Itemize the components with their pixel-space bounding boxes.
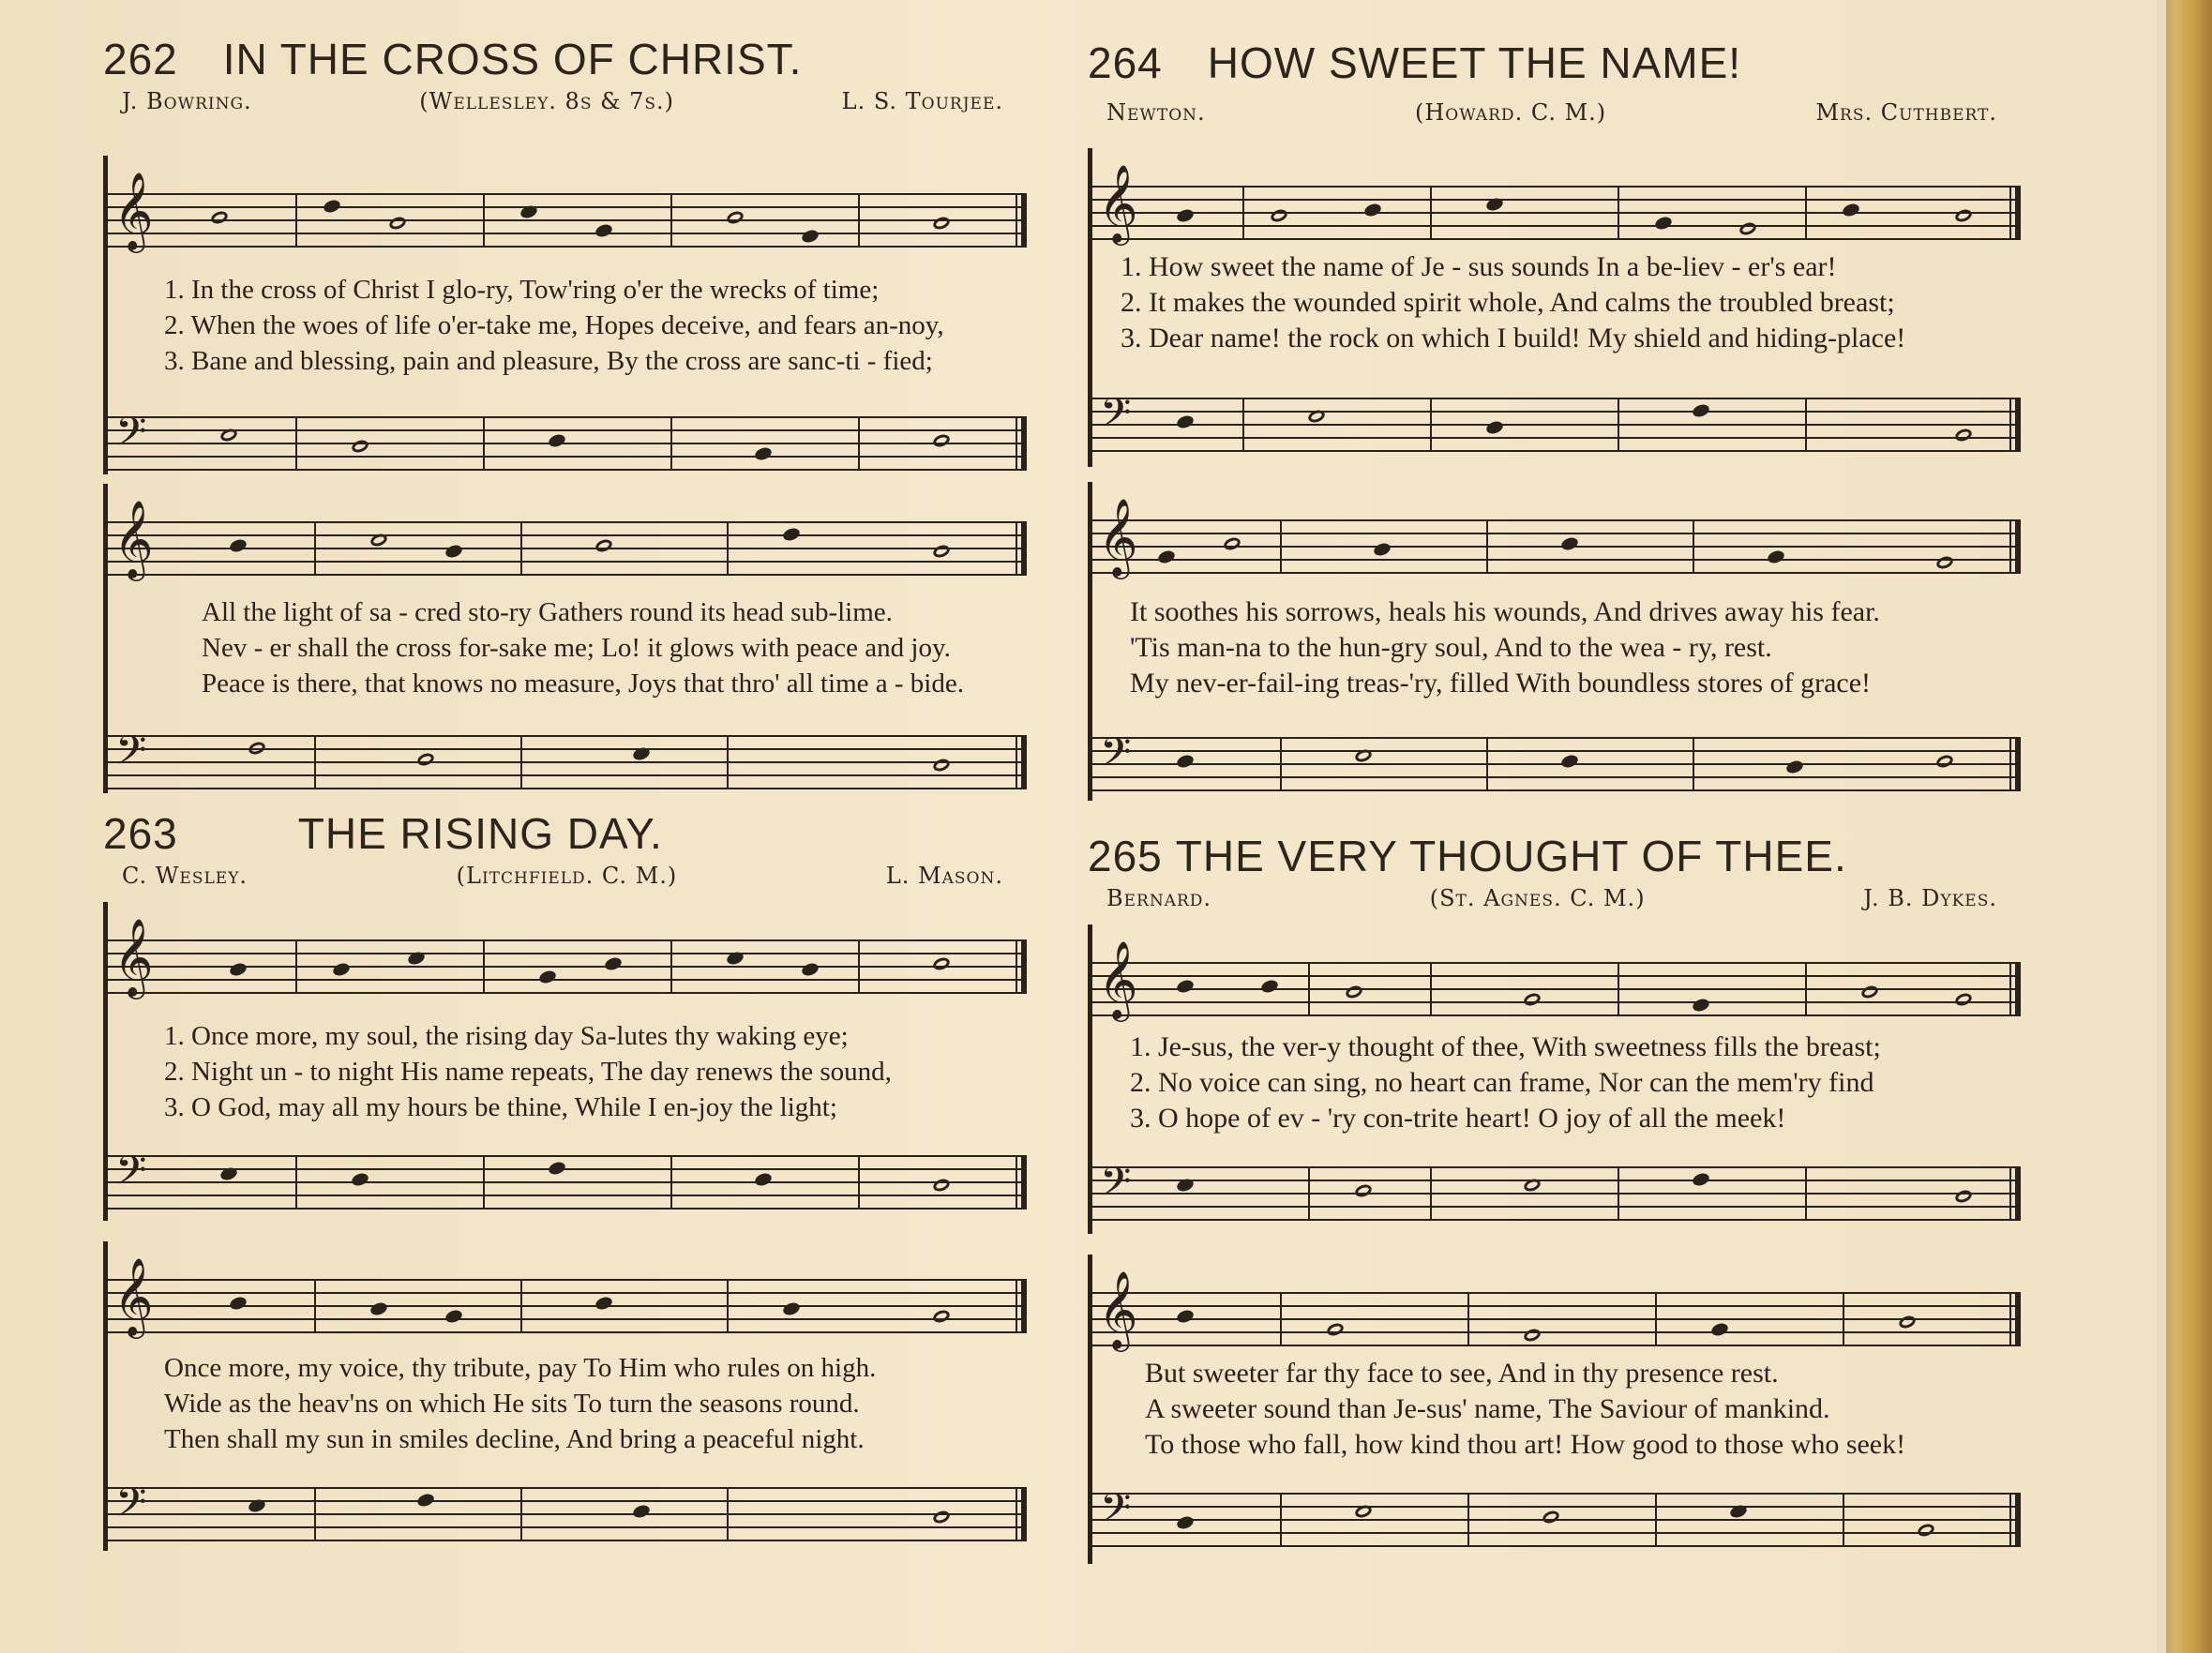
hymn-author: Newton. — [1106, 99, 1206, 126]
lyric-line: 2. When the woes of life o'er-take me, Hopes deceive, and fears an-noy, — [164, 310, 944, 340]
hymn-tune: (Litchfield. C. M.) — [456, 863, 678, 889]
bass-staff — [108, 1148, 1027, 1210]
note — [1766, 548, 1785, 564]
lyric-line: Wide as the heav'ns on which He sits To turn the seasons round. — [164, 1389, 860, 1419]
note — [1484, 196, 1504, 212]
lyric-line: Then shall my sun in smiles decline, And bring a peaceful night. — [164, 1424, 865, 1454]
hymn-262 — [103, 34, 1022, 803]
bar-line — [314, 1279, 316, 1333]
treble-staff — [1092, 163, 2021, 242]
note — [800, 961, 820, 977]
note — [1362, 202, 1382, 218]
bar-line — [520, 1279, 522, 1333]
note — [931, 1308, 951, 1324]
bar-line — [1805, 962, 1807, 1016]
note — [444, 543, 463, 559]
note — [247, 740, 266, 756]
music-system-1 — [103, 902, 1027, 1221]
note — [228, 1295, 248, 1311]
note — [1841, 202, 1860, 218]
bar-line — [1655, 1292, 1657, 1346]
bar-line — [1430, 398, 1432, 452]
hymn-title: IN THE CROSS OF CHRIST. — [222, 35, 803, 83]
music-system-1 — [103, 156, 1027, 474]
bar-line — [1242, 186, 1244, 240]
bar-line — [1467, 1292, 1469, 1346]
hymn-heading — [103, 34, 1022, 90]
treble-staff — [1092, 497, 2021, 576]
lyric-line: 3. Dear name! the rock on which I build! My shield and hiding-place! — [1121, 323, 1906, 353]
note — [1559, 535, 1579, 551]
bar-line — [727, 735, 729, 789]
bar-line — [727, 1487, 729, 1541]
bar-line — [1693, 519, 1694, 574]
hymn-265 — [1088, 831, 2016, 1571]
music-system-1 — [1088, 148, 2021, 467]
bar-line — [670, 939, 672, 994]
note — [1175, 207, 1195, 223]
treble-clef-icon: 𝄞 — [1098, 497, 1138, 576]
note — [369, 532, 388, 548]
lyric-line: To those who fall, how kind thou art! How good to those who seek! — [1145, 1429, 1906, 1460]
note — [725, 209, 745, 225]
note — [931, 1177, 951, 1193]
hymn-composer: L. Mason. — [885, 863, 1003, 889]
note — [1259, 978, 1279, 994]
lyric-line: But sweeter far thy face to see, And in thy presence rest. — [1145, 1358, 1779, 1389]
hymn-264 — [1088, 38, 2016, 816]
note — [1306, 408, 1326, 424]
bar-line — [1843, 1292, 1844, 1346]
verse-lyrics — [1145, 1356, 2011, 1463]
bar-line — [483, 1155, 485, 1210]
verse-lyrics — [164, 1018, 1017, 1125]
music-system-2 — [103, 1241, 1027, 1551]
treble-staff — [108, 1256, 1027, 1335]
bar-line — [1486, 737, 1488, 791]
bass-clef-icon: 𝄢 — [115, 1148, 147, 1204]
note — [931, 215, 951, 231]
gilt-page-edge — [2157, 0, 2212, 1653]
hymn-composer: J. B. Dykes. — [1863, 885, 1997, 911]
note — [594, 537, 613, 553]
note — [218, 427, 238, 443]
hymn-credits — [122, 88, 1003, 120]
hymn-composer: Mrs. Cuthbert. — [1815, 99, 1997, 126]
bass-clef-icon: 𝄢 — [115, 728, 147, 784]
bar-line — [1467, 1493, 1469, 1547]
hymn-heading — [103, 808, 1022, 864]
note — [1522, 991, 1542, 1007]
note — [519, 203, 538, 219]
bass-staff — [108, 728, 1027, 789]
verse-lyrics — [1121, 249, 2011, 356]
bar-line — [1430, 962, 1432, 1016]
note — [350, 1171, 369, 1187]
note — [415, 1492, 435, 1508]
music-system-2 — [1088, 482, 2021, 801]
bar-line — [295, 193, 297, 248]
hymn-title: THE RISING DAY. — [297, 809, 663, 858]
bar-line — [483, 416, 485, 471]
note — [1325, 1321, 1345, 1337]
bar-line — [670, 416, 672, 471]
note — [753, 1171, 773, 1187]
hymn-heading — [1088, 831, 2016, 887]
bar-line — [1280, 737, 1282, 791]
lyric-line: A sweeter sound than Je-sus' name, The Saviour of mankind. — [1145, 1393, 1830, 1424]
lyric-line: Peace is there, that knows no measure, Joys that thro' all time a - bide. — [202, 669, 964, 699]
note — [331, 961, 351, 977]
note — [1691, 402, 1710, 418]
lyric-line: Nev - er shall the cross for-sake me; Lo! it glows with peace and joy. — [202, 633, 951, 663]
note — [218, 1165, 238, 1181]
bar-line — [1805, 1166, 1807, 1221]
bar-line — [520, 521, 522, 576]
note — [1353, 1503, 1373, 1519]
lyric-line: Once more, my voice, thy tribute, pay To Him who rules on high. — [164, 1353, 877, 1383]
note — [1709, 1321, 1729, 1337]
note — [931, 543, 951, 559]
note — [322, 198, 341, 214]
treble-clef-icon: 𝄞 — [1098, 1270, 1138, 1348]
bass-staff — [108, 409, 1027, 471]
bar-line — [520, 735, 522, 789]
lyric-line: 1. Once more, my soul, the rising day Sa-lutes thy waking eye; — [164, 1021, 849, 1051]
note — [631, 745, 651, 761]
hymn-tune: (Howard. C. M.) — [1415, 99, 1607, 126]
lyric-line: 3. Bane and blessing, pain and pleasure, By the cross are sanc-ti - fied; — [164, 346, 933, 376]
verse-lyrics — [164, 272, 1017, 379]
lyric-line: 1. How sweet the name of Je - sus sounds In a be-liev - er's ear! — [1121, 251, 1837, 282]
note — [1156, 548, 1176, 564]
music-system-2 — [1088, 1255, 2021, 1564]
bar-line — [1618, 1166, 1619, 1221]
bar-line — [670, 193, 672, 248]
hymn-number: 264 — [1088, 38, 1163, 87]
note — [594, 222, 613, 238]
hymn-author: J. Bowring. — [122, 88, 252, 114]
verse-lyrics — [1130, 594, 2011, 701]
lyric-line: 2. It makes the wounded spirit whole, And calms the troubled breast; — [1121, 287, 1895, 318]
note — [781, 1300, 801, 1316]
bar-line — [1430, 186, 1432, 240]
note — [1175, 753, 1195, 769]
note — [228, 961, 248, 977]
note — [1691, 1171, 1710, 1187]
bass-staff — [1092, 390, 2021, 452]
note — [753, 445, 773, 461]
hymn-heading — [1088, 38, 2016, 94]
note — [209, 209, 229, 225]
bar-line — [1805, 398, 1807, 452]
bass-clef-icon: 𝄢 — [1100, 729, 1132, 786]
bass-clef-icon: 𝄢 — [115, 1480, 147, 1536]
bar-line — [858, 1155, 860, 1210]
note — [1353, 747, 1373, 763]
note — [1953, 1188, 1973, 1204]
treble-clef-icon: 𝄞 — [113, 917, 154, 996]
bar-line — [483, 193, 485, 248]
bar-line — [1280, 519, 1282, 574]
note — [547, 432, 566, 448]
verse-lyrics — [164, 1350, 1017, 1457]
note — [1484, 419, 1504, 435]
note — [369, 1300, 388, 1316]
bar-line — [1430, 1166, 1432, 1221]
treble-staff — [1092, 1270, 2021, 1348]
note — [1953, 207, 1973, 223]
bass-staff — [108, 1480, 1027, 1541]
note — [1934, 554, 1954, 570]
bar-line — [1486, 519, 1488, 574]
note — [1175, 1177, 1195, 1193]
bar-line — [727, 521, 729, 576]
note — [444, 1308, 463, 1324]
lyric-line: 3. O hope of ev - 'ry con-trite heart! O joy of all the meek! — [1130, 1103, 1786, 1134]
lyric-line: 3. O God, may all my hours be thine, While I en-joy the light; — [164, 1092, 837, 1122]
note — [537, 969, 557, 984]
bar-line — [1618, 398, 1619, 452]
note — [931, 1509, 951, 1525]
bar-line — [295, 939, 297, 994]
note — [931, 955, 951, 971]
lyric-line: 2. Night un - to night His name repeats, The day renews the sound, — [164, 1057, 892, 1087]
bass-staff — [1092, 1485, 2021, 1547]
treble-staff — [108, 171, 1027, 249]
bar-line — [858, 939, 860, 994]
note — [631, 1503, 651, 1519]
bar-line — [1242, 398, 1244, 452]
bar-line — [483, 939, 485, 994]
lyric-line: 2. No voice can sing, no heart can frame, Nor can the mem'ry find — [1130, 1067, 1874, 1098]
hymn-credits — [1106, 99, 1997, 131]
note — [1175, 1308, 1195, 1324]
note — [415, 751, 435, 767]
note — [1222, 535, 1241, 551]
note — [1953, 427, 1973, 443]
note — [1522, 1327, 1542, 1343]
hymn-number: 263 — [103, 809, 178, 858]
note — [594, 1295, 613, 1311]
treble-clef-icon: 𝄞 — [113, 171, 154, 249]
note — [1269, 207, 1288, 223]
note — [1738, 220, 1757, 236]
note — [1897, 1314, 1917, 1330]
note — [1541, 1509, 1560, 1525]
hymn-composer: L. S. Tourjee. — [841, 88, 1003, 114]
note — [406, 950, 426, 966]
bar-line — [1843, 1493, 1844, 1547]
note — [1559, 753, 1579, 769]
bar-line — [727, 1279, 729, 1333]
bar-line — [1655, 1493, 1657, 1547]
hymn-title: THE VERY THOUGHT OF THEE. — [1175, 832, 1847, 880]
bar-line — [520, 1487, 522, 1541]
note — [1953, 991, 1973, 1007]
note — [247, 1497, 266, 1513]
note — [1784, 759, 1804, 774]
note — [1653, 215, 1673, 231]
lyric-line: 1. Je-sus, the ver-y thought of thee, With sweetness fills the breast; — [1130, 1031, 1881, 1062]
note — [387, 215, 407, 231]
note — [1934, 753, 1954, 769]
hymn-tune: (St. Agnes. C. M.) — [1429, 885, 1646, 911]
bar-line — [295, 416, 297, 471]
lyric-line: It soothes his sorrows, heals his wounds, And drives away his fear. — [1130, 596, 1880, 627]
note — [1175, 978, 1195, 994]
treble-staff — [108, 917, 1027, 996]
note — [781, 526, 801, 542]
music-system-2 — [103, 484, 1027, 793]
lyric-line: My nev-er-fail-ing treas-'ry, filled With boundless stores of grace! — [1130, 668, 1872, 699]
note — [1728, 1503, 1748, 1519]
note — [350, 438, 369, 454]
bar-line — [314, 735, 316, 789]
note — [1372, 541, 1392, 557]
bar-line — [858, 193, 860, 248]
hymn-title: HOW SWEET THE NAME! — [1207, 38, 1742, 87]
bass-clef-icon: 𝄢 — [1100, 1159, 1132, 1215]
note — [547, 1160, 566, 1176]
note — [1916, 1522, 1935, 1538]
note — [725, 950, 745, 966]
bar-line — [314, 521, 316, 576]
bar-line — [1618, 186, 1619, 240]
verse-lyrics — [202, 594, 1017, 701]
treble-clef-icon: 𝄞 — [1098, 939, 1138, 1018]
note — [1175, 1514, 1195, 1530]
bass-clef-icon: 𝄢 — [1100, 1485, 1132, 1541]
bar-line — [314, 1487, 316, 1541]
note — [1859, 984, 1879, 999]
bass-staff — [1092, 729, 2021, 791]
hymn-author: C. Wesley. — [122, 863, 248, 889]
bass-clef-icon: 𝄢 — [115, 409, 147, 465]
bar-line — [1805, 186, 1807, 240]
treble-clef-icon: 𝄞 — [1098, 163, 1138, 242]
note — [931, 432, 951, 448]
treble-staff — [108, 499, 1027, 578]
bar-line — [295, 1155, 297, 1210]
bar-line — [1280, 1493, 1282, 1547]
note — [800, 228, 820, 244]
bar-line — [670, 1155, 672, 1210]
hymn-number: 262 — [103, 35, 178, 83]
bass-clef-icon: 𝄢 — [1100, 390, 1132, 446]
note — [1353, 1182, 1373, 1198]
bar-line — [1308, 1166, 1310, 1221]
note — [1175, 413, 1195, 429]
treble-staff — [1092, 939, 2021, 1018]
note — [931, 757, 951, 773]
bar-line — [1308, 962, 1310, 1016]
lyric-line: 'Tis man-na to the hun-gry soul, And to the wea - ry, rest. — [1130, 632, 1772, 663]
bass-staff — [1092, 1159, 2021, 1221]
note — [1522, 1177, 1542, 1193]
note — [603, 955, 623, 971]
treble-clef-icon: 𝄞 — [113, 1256, 154, 1335]
note — [1344, 984, 1363, 999]
hymn-tune: (Wellesley. 8s & 7s.) — [419, 88, 674, 114]
hymn-credits — [122, 863, 1003, 894]
hymn-number: 265 — [1088, 832, 1163, 880]
note — [228, 537, 248, 553]
hymn-credits — [1106, 885, 1997, 917]
hymn-263 — [103, 808, 1022, 1558]
bar-line — [1618, 962, 1619, 1016]
music-system-1 — [1088, 924, 2021, 1234]
hymn-author: Bernard. — [1106, 885, 1212, 911]
bar-line — [1280, 1292, 1282, 1346]
lyric-line: All the light of sa - cred sto-ry Gathers round its head sub-lime. — [202, 597, 893, 627]
lyric-line: 1. In the cross of Christ I glo-ry, Tow'ring o'er the wrecks of time; — [164, 275, 880, 305]
verse-lyrics — [1130, 1029, 2011, 1136]
bar-line — [858, 416, 860, 471]
treble-clef-icon: 𝄞 — [113, 499, 154, 578]
note — [1691, 997, 1710, 1013]
bar-line — [1693, 737, 1694, 791]
